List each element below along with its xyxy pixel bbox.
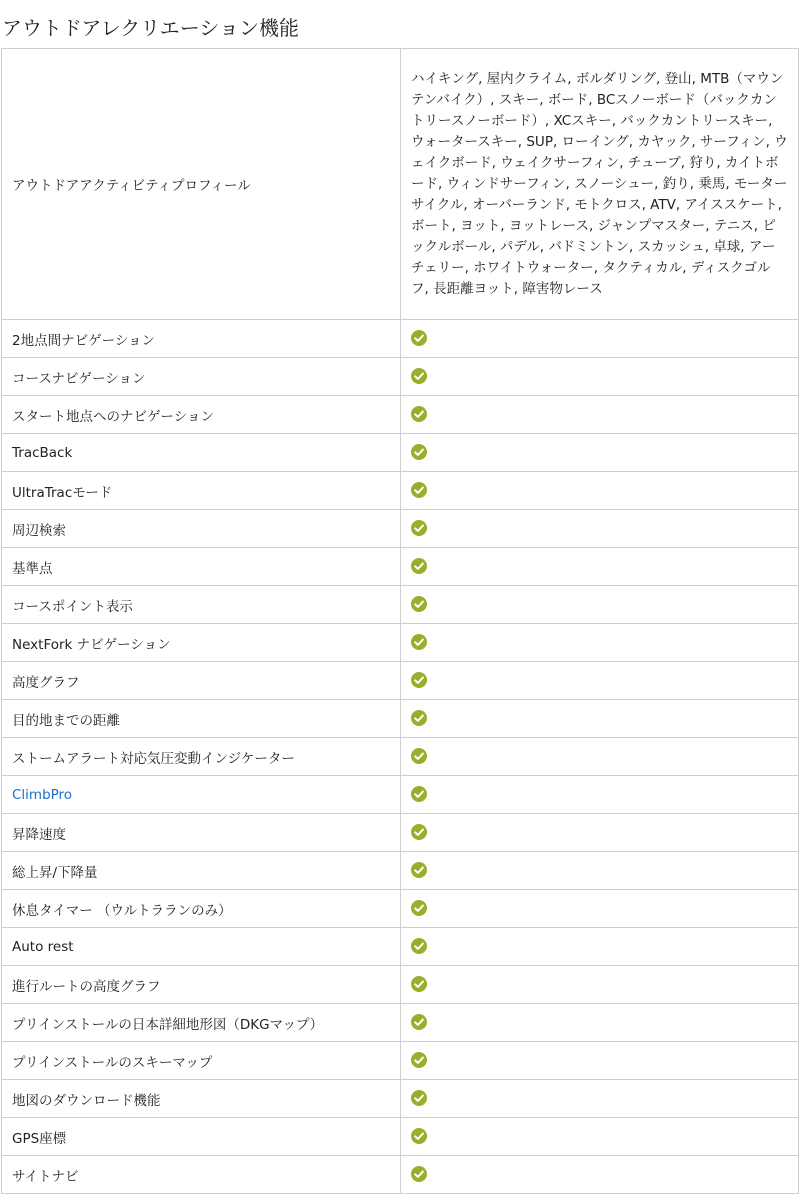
check-circle-icon (411, 634, 427, 650)
feature-value-cell (401, 320, 799, 358)
feature-label: TracBack (12, 444, 73, 461)
check-circle-icon (411, 862, 427, 878)
feature-link[interactable]: ClimbPro (12, 786, 73, 803)
feature-value-cell (401, 1042, 799, 1080)
feature-label: ストームアラート対応気圧変動インジケーター (12, 750, 295, 767)
feature-label: 目的地までの距離 (12, 712, 120, 729)
feature-value-cell (401, 776, 799, 814)
feature-name-cell (2, 814, 401, 852)
feature-label: コースナビゲーション (12, 370, 146, 387)
feature-value-cell (401, 852, 799, 890)
table-row (2, 472, 799, 510)
feature-value-cell (401, 472, 799, 510)
check-circle-icon (411, 444, 427, 460)
feature-value-cell (401, 624, 799, 662)
check-circle-icon (411, 900, 427, 916)
feature-value-cell (401, 1118, 799, 1156)
feature-value-cell (401, 396, 799, 434)
feature-value-cell (401, 928, 799, 966)
check-circle-icon (411, 748, 427, 764)
feature-value-cell (401, 814, 799, 852)
check-circle-icon (411, 406, 427, 422)
feature-name-cell (2, 852, 401, 890)
feature-label: 進行ルートの高度グラフ (12, 978, 161, 995)
feature-label: 高度グラフ (12, 674, 80, 691)
feature-name-cell (2, 1004, 401, 1042)
table-row-profile (2, 49, 799, 320)
table-row (2, 814, 799, 852)
table-row (2, 548, 799, 586)
table-row (2, 1042, 799, 1080)
feature-name-cell (2, 928, 401, 966)
table-row (2, 624, 799, 662)
feature-name-cell (2, 472, 401, 510)
check-circle-icon (411, 1128, 427, 1144)
feature-name-cell (2, 1042, 401, 1080)
check-circle-icon (411, 976, 427, 992)
table-row (2, 738, 799, 776)
table-row (2, 396, 799, 434)
feature-label: UltraTracモード (12, 484, 113, 501)
feature-value-cell (401, 662, 799, 700)
table-row (2, 1080, 799, 1118)
feature-name-cell (2, 624, 401, 662)
feature-label: 昇降速度 (12, 826, 66, 843)
feature-label: GPS座標 (12, 1130, 67, 1147)
table-row (2, 586, 799, 624)
feature-value-cell (401, 586, 799, 624)
check-circle-icon (411, 1090, 427, 1106)
feature-name-cell (2, 396, 401, 434)
feature-value-cell (401, 738, 799, 776)
feature-label: 総上昇/下降量 (12, 864, 98, 881)
check-circle-icon (411, 520, 427, 536)
table-row (2, 510, 799, 548)
feature-label: サイトナビ (12, 1168, 79, 1185)
feature-label: プリインストールの日本詳細地形図（DKGマップ） (12, 1016, 324, 1033)
feature-name-cell (2, 49, 401, 320)
check-circle-icon (411, 710, 427, 726)
feature-table (1, 48, 799, 1194)
table-row (2, 852, 799, 890)
feature-value-cell (401, 1004, 799, 1042)
feature-label: Auto rest (12, 938, 74, 955)
feature-label: コースポイント表示 (12, 598, 133, 615)
check-circle-icon (411, 1014, 427, 1030)
feature-value-cell (401, 700, 799, 738)
table-row (2, 662, 799, 700)
table-row (2, 1004, 799, 1042)
feature-name-cell (2, 662, 401, 700)
feature-value-cell (401, 1156, 799, 1194)
feature-value-cell (401, 966, 799, 1004)
check-circle-icon (411, 1052, 427, 1068)
feature-name-cell (2, 738, 401, 776)
feature-name-cell (2, 776, 401, 814)
feature-name-cell (2, 358, 401, 396)
feature-label: スタート地点へのナビゲーション (12, 408, 214, 425)
check-circle-icon (411, 1166, 427, 1182)
check-circle-icon (411, 596, 427, 612)
table-row (2, 1156, 799, 1194)
feature-name-cell (2, 548, 401, 586)
table-row (2, 1118, 799, 1156)
feature-name-cell (2, 966, 401, 1004)
table-row (2, 434, 799, 472)
feature-label: 2地点間ナビゲーション (12, 332, 156, 349)
feature-label: 地図のダウンロード機能 (12, 1092, 161, 1109)
feature-name-cell (2, 320, 401, 358)
check-circle-icon (411, 938, 427, 954)
feature-name-cell (2, 510, 401, 548)
check-circle-icon (411, 558, 427, 574)
feature-label: 周辺検索 (12, 522, 66, 539)
check-circle-icon (411, 368, 427, 384)
feature-name-cell (2, 434, 401, 472)
table-row (2, 320, 799, 358)
feature-name-cell (2, 1080, 401, 1118)
table-row (2, 966, 799, 1004)
table-row (2, 700, 799, 738)
feature-value-cell (401, 890, 799, 928)
feature-label: 休息タイマー （ウルトラランのみ） (12, 902, 232, 919)
check-circle-icon (411, 482, 427, 498)
feature-label: NextFork ナビゲーション (12, 636, 171, 653)
feature-name-cell (2, 1156, 401, 1194)
check-circle-icon (411, 330, 427, 346)
feature-name-cell (2, 700, 401, 738)
check-circle-icon (411, 672, 427, 688)
feature-label: アウトドアアクティビティプロフィール (12, 178, 251, 194)
feature-name-cell (2, 1118, 401, 1156)
table-row (2, 928, 799, 966)
feature-label: プリインストールのスキーマップ (12, 1054, 213, 1071)
feature-name-cell (2, 586, 401, 624)
check-circle-icon (411, 824, 427, 840)
table-row (2, 890, 799, 928)
feature-label: 基準点 (12, 560, 53, 577)
table-row (2, 776, 799, 814)
feature-value-cell (401, 358, 799, 396)
feature-value-cell (401, 1080, 799, 1118)
feature-name-cell (2, 890, 401, 928)
check-circle-icon (411, 786, 427, 802)
activity-profiles-value: ハイキング, 屋内クライム, ボルダリング, 登山, MTB（マウンテンバイク）, スキー, ボード, BCスノーボード（バックカントリースノーボード）, XCスキー, バックカントリースキー, ウォータースキー, SUP, ローイング, カヤック, サーフィン, ウェイクボード, ウェイクサーフィン, チューブ, 狩り, カイトボード, ウィンドサーフィン, スノーシュー, 釣り, 乗馬, モーターサイクル, オーバーランド, モトクロス, ATV, アイススケート, ボート, ヨット, ヨットレース, ジャンプマスター, テニス, ピックルボール, パデル, バドミントン, スカッシュ, 卓球, アーチェリー, ホワイトウォーター, タクティカル, ディスクゴルフ, 長距離ヨット, 障害物レース (401, 49, 799, 320)
feature-value-cell (401, 510, 799, 548)
table-row (2, 358, 799, 396)
page-title: アウトドアレクリエーション機能 (2, 16, 299, 40)
feature-value-cell (401, 434, 799, 472)
feature-value-cell (401, 548, 799, 586)
